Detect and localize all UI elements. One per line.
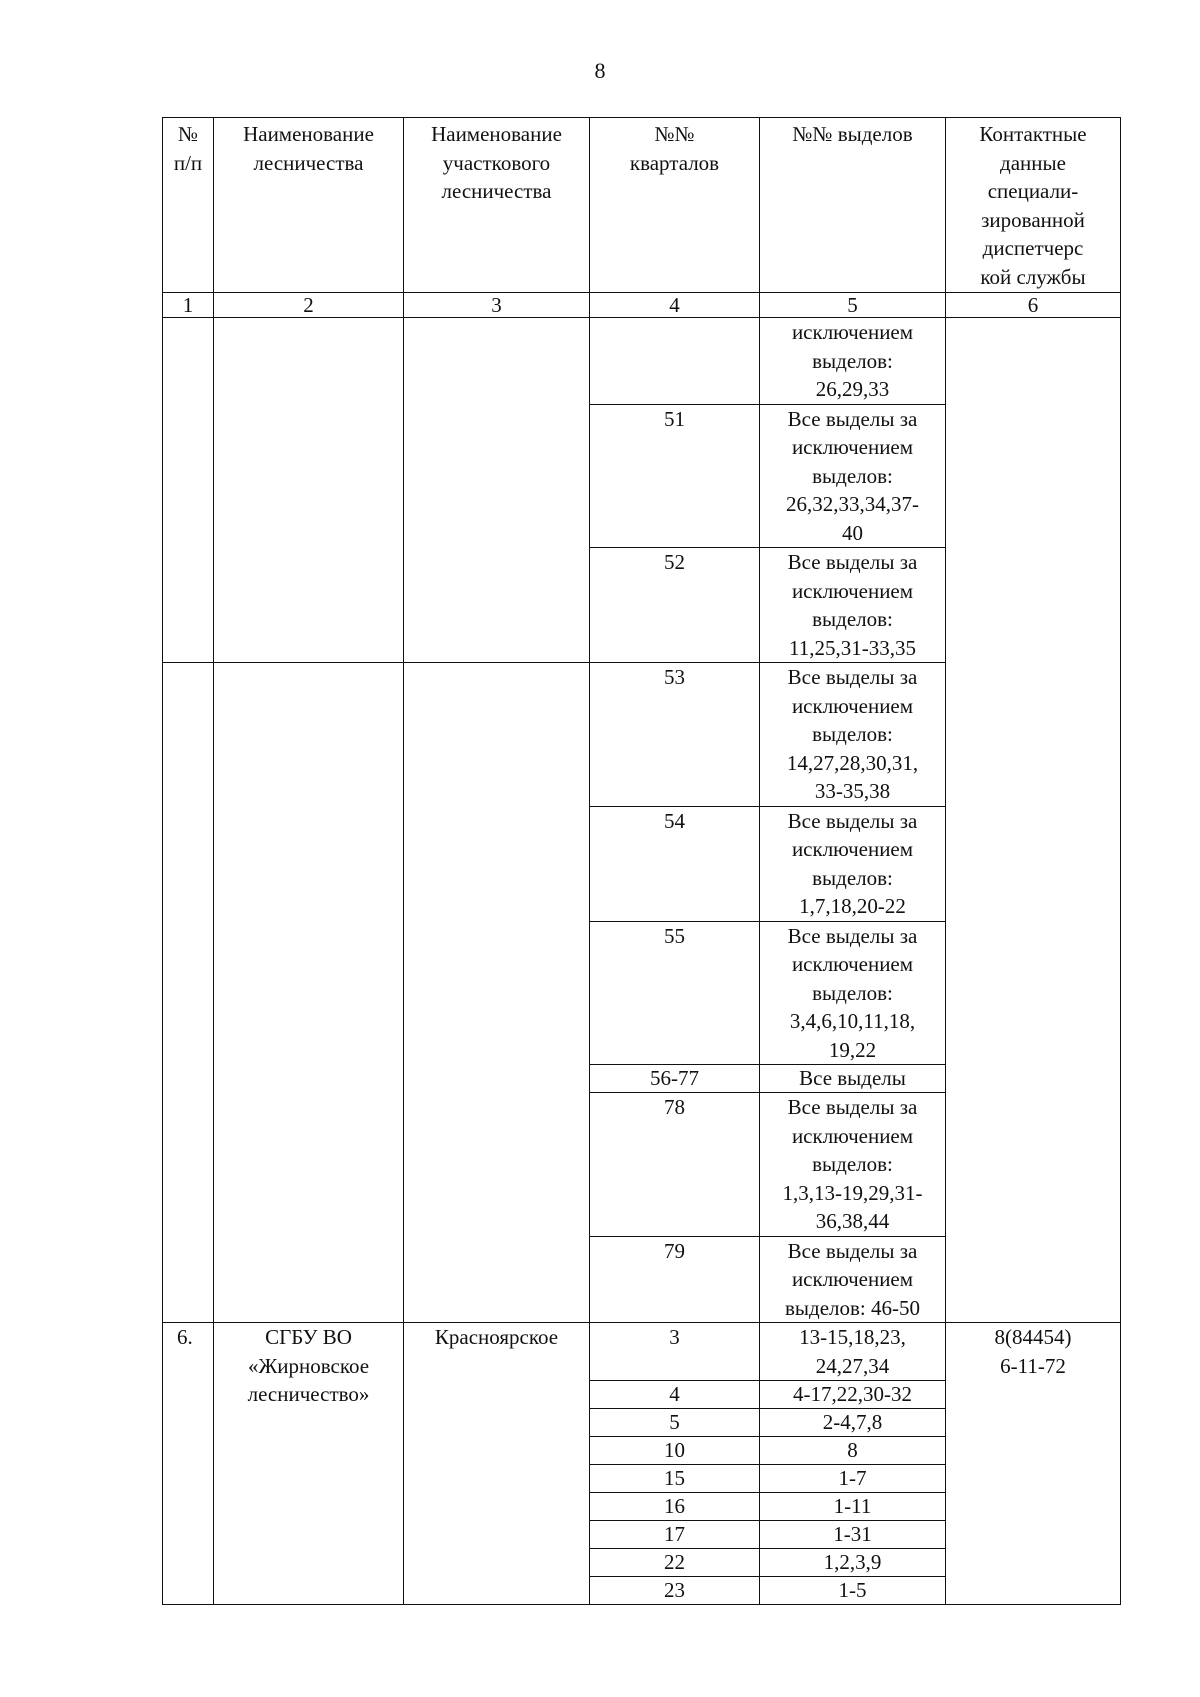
cell-number-empty <box>163 663 214 1323</box>
cell-plots: 1-11 <box>760 1493 946 1521</box>
cell-quarter: 52 <box>590 548 760 663</box>
district-forestry-name: Красноярское <box>404 1323 590 1605</box>
forestry-name: СГБУ ВО «Жирновское лесничество» <box>214 1323 404 1605</box>
cell-quarter: 55 <box>590 921 760 1065</box>
header-district-forestry: Наименование участкового лесничества <box>404 118 590 293</box>
column-number: 2 <box>214 293 404 318</box>
header-contacts: Контактные данные специали- зированной диспетчерс кой службы <box>946 118 1121 293</box>
cell-plots: Все выделы за исключением выделов: 1,7,18,20-22 <box>760 806 946 921</box>
column-number: 1 <box>163 293 214 318</box>
cell-quarter: 79 <box>590 1236 760 1323</box>
cell-plots: 1-7 <box>760 1465 946 1493</box>
header-number: № п/п <box>163 118 214 293</box>
contact-data: 8(84454) 6-11-72 <box>946 1323 1121 1605</box>
header-plots: №№ выделов <box>760 118 946 293</box>
column-number: 6 <box>946 293 1121 318</box>
cell-quarter: 78 <box>590 1093 760 1237</box>
cell-plots: 13-15,18,23, 24,27,34 <box>760 1323 946 1381</box>
page-number: 8 <box>594 58 606 83</box>
cell-plots: Все выделы за исключением выделов: 26,32,33,34,37- 40 <box>760 404 946 548</box>
entry-number: 6. <box>163 1323 214 1605</box>
cell-plots: 8 <box>760 1437 946 1465</box>
cell-plots: 4-17,22,30-32 <box>760 1381 946 1409</box>
column-number: 3 <box>404 293 590 318</box>
forestry-table <box>162 117 1121 1605</box>
header-row <box>163 118 1121 293</box>
cell-quarter: 10 <box>590 1437 760 1465</box>
column-number: 4 <box>590 293 760 318</box>
cell-quarter: 22 <box>590 1549 760 1577</box>
cell-forestry-empty <box>214 318 404 663</box>
cell-forestry-empty <box>214 663 404 1323</box>
cell-plots: 1-5 <box>760 1577 946 1605</box>
table-body <box>163 118 1121 1605</box>
cell-quarter: 15 <box>590 1465 760 1493</box>
cell-quarter: 54 <box>590 806 760 921</box>
cell-quarter: 3 <box>590 1323 760 1381</box>
cell-plots: Все выделы за исключением выделов: 3,4,6,10,11,18, 19,22 <box>760 921 946 1065</box>
table-row <box>163 1323 1121 1381</box>
cell-quarter: 51 <box>590 404 760 548</box>
header-forestry: Наименование лесничества <box>214 118 404 293</box>
cell-district-empty <box>404 663 590 1323</box>
cell-plots: 1,2,3,9 <box>760 1549 946 1577</box>
cell-quarter: 5 <box>590 1409 760 1437</box>
cell-quarter <box>590 318 760 405</box>
cell-plots: 2-4,7,8 <box>760 1409 946 1437</box>
cell-contact-empty <box>946 318 1121 1323</box>
cell-quarter: 56-77 <box>590 1065 760 1093</box>
cell-plots: Все выделы за исключением выделов: 46-50 <box>760 1236 946 1323</box>
cell-plots: Все выделы за исключением выделов: 14,27,28,30,31, 33-35,38 <box>760 663 946 807</box>
cell-plots: Все выделы за исключением выделов: 11,25,31-33,35 <box>760 548 946 663</box>
cell-quarter: 53 <box>590 663 760 807</box>
header-quarters: №№ кварталов <box>590 118 760 293</box>
cell-quarter: 16 <box>590 1493 760 1521</box>
column-numbers-row <box>163 293 1121 318</box>
cell-quarter: 17 <box>590 1521 760 1549</box>
table-row <box>163 318 1121 405</box>
cell-quarter: 4 <box>590 1381 760 1409</box>
cell-number-empty <box>163 318 214 663</box>
cell-plots: исключением выделов: 26,29,33 <box>760 318 946 405</box>
cell-district-empty <box>404 318 590 663</box>
cell-plots: 1-31 <box>760 1521 946 1549</box>
cell-plots: Все выделы <box>760 1065 946 1093</box>
cell-quarter: 23 <box>590 1577 760 1605</box>
cell-plots: Все выделы за исключением выделов: 1,3,13-19,29,31- 36,38,44 <box>760 1093 946 1237</box>
column-number: 5 <box>760 293 946 318</box>
